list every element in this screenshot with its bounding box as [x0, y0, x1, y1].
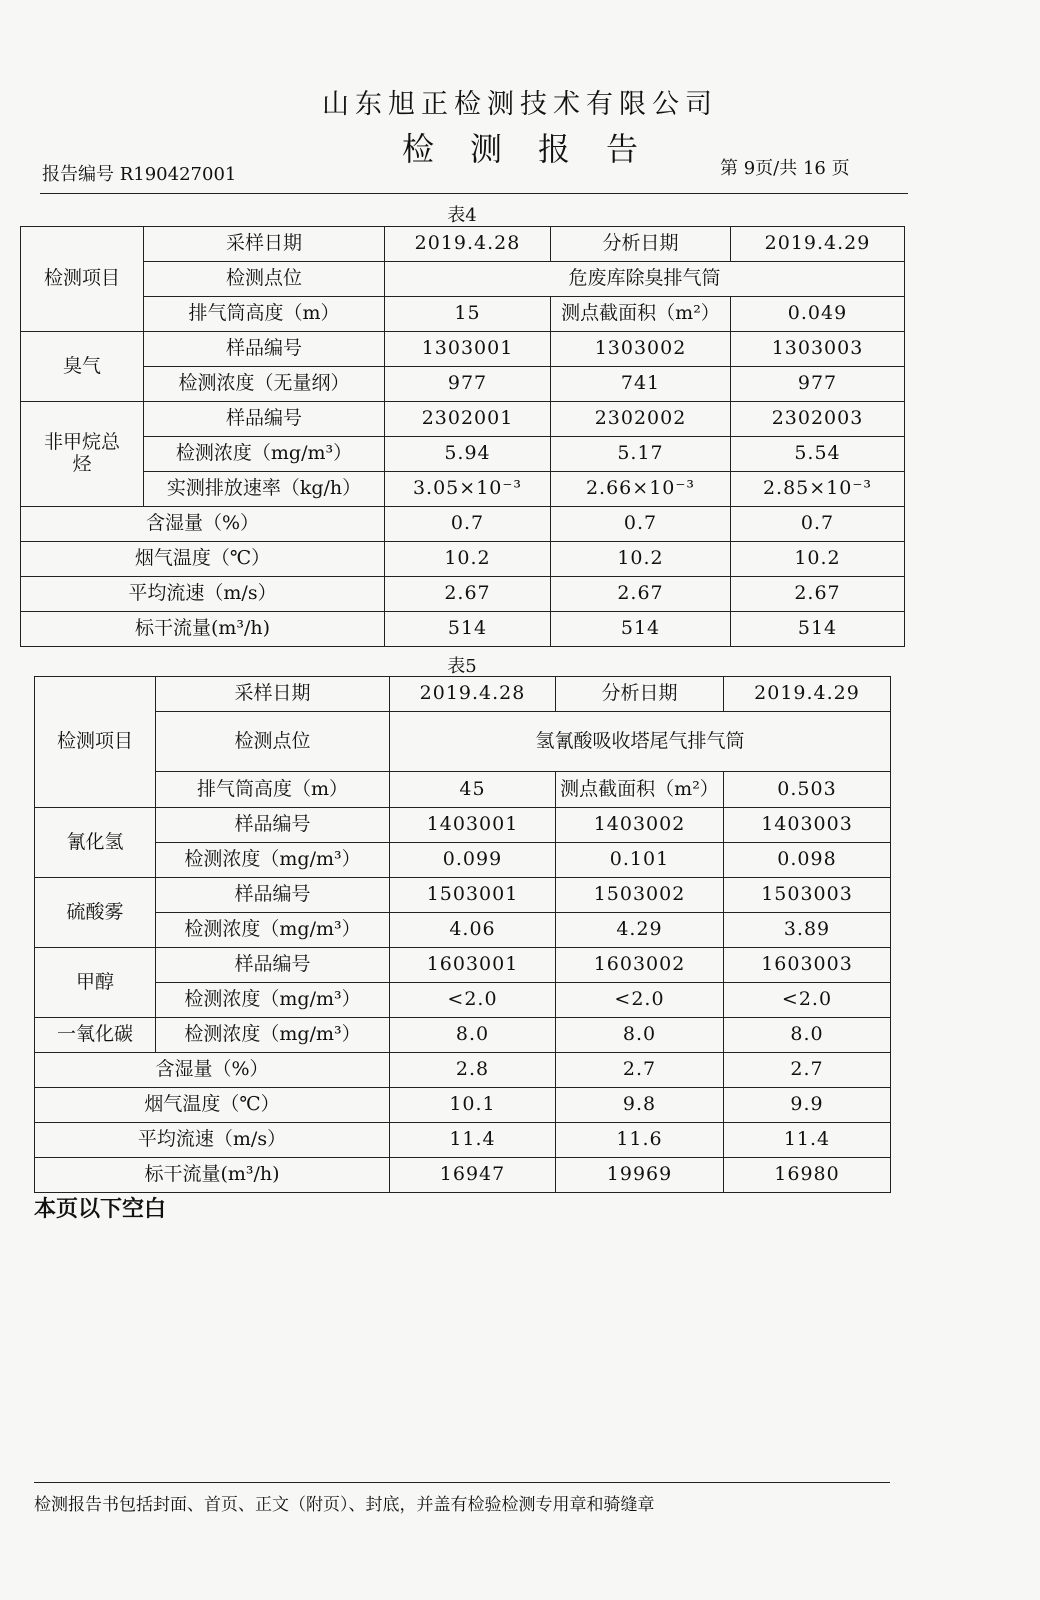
cell: 3.05×10⁻³	[385, 472, 551, 507]
sampling-date: 2019.4.28	[390, 677, 556, 712]
table-row	[35, 1018, 891, 1053]
point-label: 检测点位	[156, 712, 390, 772]
rate-label: 实测排放速率（kg/h）	[144, 472, 385, 507]
table4	[20, 226, 905, 647]
footer-divider	[34, 1482, 890, 1483]
table-row	[21, 297, 905, 332]
cell: 10.1	[390, 1088, 556, 1123]
sampling-date-label: 采样日期	[156, 677, 390, 712]
cell: 1503003	[724, 878, 891, 913]
point-value: 氢氰酸吸收塔尾气排气筒	[390, 712, 891, 772]
sampling-date: 2019.4.28	[385, 227, 551, 262]
table-row	[35, 878, 891, 913]
table-row	[21, 472, 905, 507]
company-name: 山东旭正检测技术有限公司	[322, 89, 718, 120]
table-row	[21, 577, 905, 612]
cell: 4.29	[556, 913, 724, 948]
cell: 8.0	[556, 1018, 724, 1053]
stack-height-label: 排气筒高度（m）	[144, 297, 385, 332]
cell: 19969	[556, 1158, 724, 1193]
cell: 2.66×10⁻³	[551, 472, 731, 507]
table-row	[21, 332, 905, 367]
table-row	[21, 612, 905, 647]
cell: 1403003	[724, 808, 891, 843]
table-row	[21, 507, 905, 542]
cell: 9.8	[556, 1088, 724, 1123]
cell: 11.4	[390, 1123, 556, 1158]
cell: 1603003	[724, 948, 891, 983]
sample-label: 样品编号	[144, 402, 385, 437]
cell: 10.2	[731, 542, 905, 577]
row-header-item: 检测项目	[35, 677, 156, 808]
temp-label: 烟气温度（℃）	[21, 542, 385, 577]
analysis-date-label: 分析日期	[551, 227, 731, 262]
cell: 0.7	[551, 507, 731, 542]
conc-label: 检测浓度（mg/m³）	[156, 983, 390, 1018]
temp-label: 烟气温度（℃）	[35, 1088, 390, 1123]
cell: 977	[385, 367, 551, 402]
sample-label: 样品编号	[156, 808, 390, 843]
table-row	[35, 712, 891, 772]
table-row	[21, 367, 905, 402]
cell: 2302001	[385, 402, 551, 437]
flow-label: 标干流量(m³/h)	[35, 1158, 390, 1193]
cell: 8.0	[724, 1018, 891, 1053]
item-co: 一氧化碳	[35, 1018, 156, 1053]
cell: 1403001	[390, 808, 556, 843]
report-title: 检测报告	[401, 130, 674, 168]
table-row	[21, 542, 905, 577]
flow-label: 标干流量(m³/h)	[21, 612, 385, 647]
item-hcn: 氰化氢	[35, 808, 156, 878]
cell: 2302003	[731, 402, 905, 437]
row-header-item: 检测项目	[21, 227, 144, 332]
cell: 11.4	[724, 1123, 891, 1158]
analysis-date: 2019.4.29	[731, 227, 905, 262]
cell: 0.7	[385, 507, 551, 542]
table-row	[21, 437, 905, 472]
table-row	[21, 402, 905, 437]
table-row	[35, 772, 891, 808]
table-row	[35, 983, 891, 1018]
cell: 2.8	[390, 1053, 556, 1088]
item-methanol: 甲醇	[35, 948, 156, 1018]
cell: <2.0	[556, 983, 724, 1018]
cell: 514	[385, 612, 551, 647]
conc-label: 检测浓度（mg/m³）	[156, 1018, 390, 1053]
cell: 514	[551, 612, 731, 647]
conc-label: 检测浓度（mg/m³）	[156, 843, 390, 878]
stack-height: 45	[390, 772, 556, 808]
table-row	[35, 677, 891, 712]
cell: 2.85×10⁻³	[731, 472, 905, 507]
table-row	[35, 913, 891, 948]
cell: 2.67	[731, 577, 905, 612]
cell: 16947	[390, 1158, 556, 1193]
item-odor: 臭气	[21, 332, 144, 402]
cell: 1603001	[390, 948, 556, 983]
sample-label: 样品编号	[144, 332, 385, 367]
point-label: 检测点位	[144, 262, 385, 297]
cell: 741	[551, 367, 731, 402]
footer-note: 检测报告书包括封面、首页、正文（附页）、封底，并盖有检验检测专用章和骑缝章	[34, 1495, 655, 1515]
analysis-date-label: 分析日期	[556, 677, 724, 712]
cell: 2.7	[724, 1053, 891, 1088]
table-row	[35, 1053, 891, 1088]
cell: 5.54	[731, 437, 905, 472]
cell: 1403002	[556, 808, 724, 843]
cell: 5.94	[385, 437, 551, 472]
analysis-date: 2019.4.29	[724, 677, 891, 712]
stack-height: 15	[385, 297, 551, 332]
area-value: 0.049	[731, 297, 905, 332]
moisture-label: 含湿量（%）	[35, 1053, 390, 1088]
report-number: 报告编号 R190427001	[42, 164, 237, 185]
cell: 4.06	[390, 913, 556, 948]
conc-label: 检测浓度（mg/m³）	[156, 913, 390, 948]
stack-height-label: 排气筒高度（m）	[156, 772, 390, 808]
sampling-date-label: 采样日期	[144, 227, 385, 262]
header-divider	[40, 193, 908, 194]
cell: 8.0	[390, 1018, 556, 1053]
cell: <2.0	[390, 983, 556, 1018]
cell: 977	[731, 367, 905, 402]
sample-label: 样品编号	[156, 878, 390, 913]
cell: <2.0	[724, 983, 891, 1018]
area-label: 测点截面积（m²）	[556, 772, 724, 808]
cell: 2.7	[556, 1053, 724, 1088]
cell: 1303002	[551, 332, 731, 367]
area-label: 测点截面积（m²）	[551, 297, 731, 332]
cell: 10.2	[551, 542, 731, 577]
page-number: 第 9页/共 16 页	[720, 158, 850, 179]
cell: 5.17	[551, 437, 731, 472]
moisture-label: 含湿量（%）	[21, 507, 385, 542]
table-row	[35, 1123, 891, 1158]
cell: 514	[731, 612, 905, 647]
velocity-label: 平均流速（m/s）	[35, 1123, 390, 1158]
table-row	[35, 1158, 891, 1193]
cell: 2.67	[385, 577, 551, 612]
table-row	[35, 1088, 891, 1123]
conc-label: 检测浓度（mg/m³）	[144, 437, 385, 472]
cell: 3.89	[724, 913, 891, 948]
table-row	[21, 227, 905, 262]
table5-caption: 表5	[447, 656, 477, 677]
cell: 1503002	[556, 878, 724, 913]
blank-below-note: 本页以下空白	[34, 1197, 167, 1222]
item-sulfuric-mist: 硫酸雾	[35, 878, 156, 948]
cell: 11.6	[556, 1123, 724, 1158]
table-row	[21, 262, 905, 297]
cell: 1303003	[731, 332, 905, 367]
point-value: 危废库除臭排气筒	[385, 262, 905, 297]
cell: 9.9	[724, 1088, 891, 1123]
sample-label: 样品编号	[156, 948, 390, 983]
item-nmhc: 非甲烷总烃	[21, 402, 144, 507]
conc-label: 检测浓度（无量纲）	[144, 367, 385, 402]
table-row	[35, 808, 891, 843]
table-row	[35, 948, 891, 983]
cell: 2.67	[551, 577, 731, 612]
velocity-label: 平均流速（m/s）	[21, 577, 385, 612]
cell: 1603002	[556, 948, 724, 983]
cell: 0.098	[724, 843, 891, 878]
cell: 10.2	[385, 542, 551, 577]
cell: 1303001	[385, 332, 551, 367]
table4-caption: 表4	[447, 205, 477, 226]
cell: 16980	[724, 1158, 891, 1193]
cell: 0.7	[731, 507, 905, 542]
cell: 1503001	[390, 878, 556, 913]
table5	[34, 676, 891, 1193]
area-value: 0.503	[724, 772, 891, 808]
cell: 0.099	[390, 843, 556, 878]
cell: 2302002	[551, 402, 731, 437]
table-row	[35, 843, 891, 878]
cell: 0.101	[556, 843, 724, 878]
